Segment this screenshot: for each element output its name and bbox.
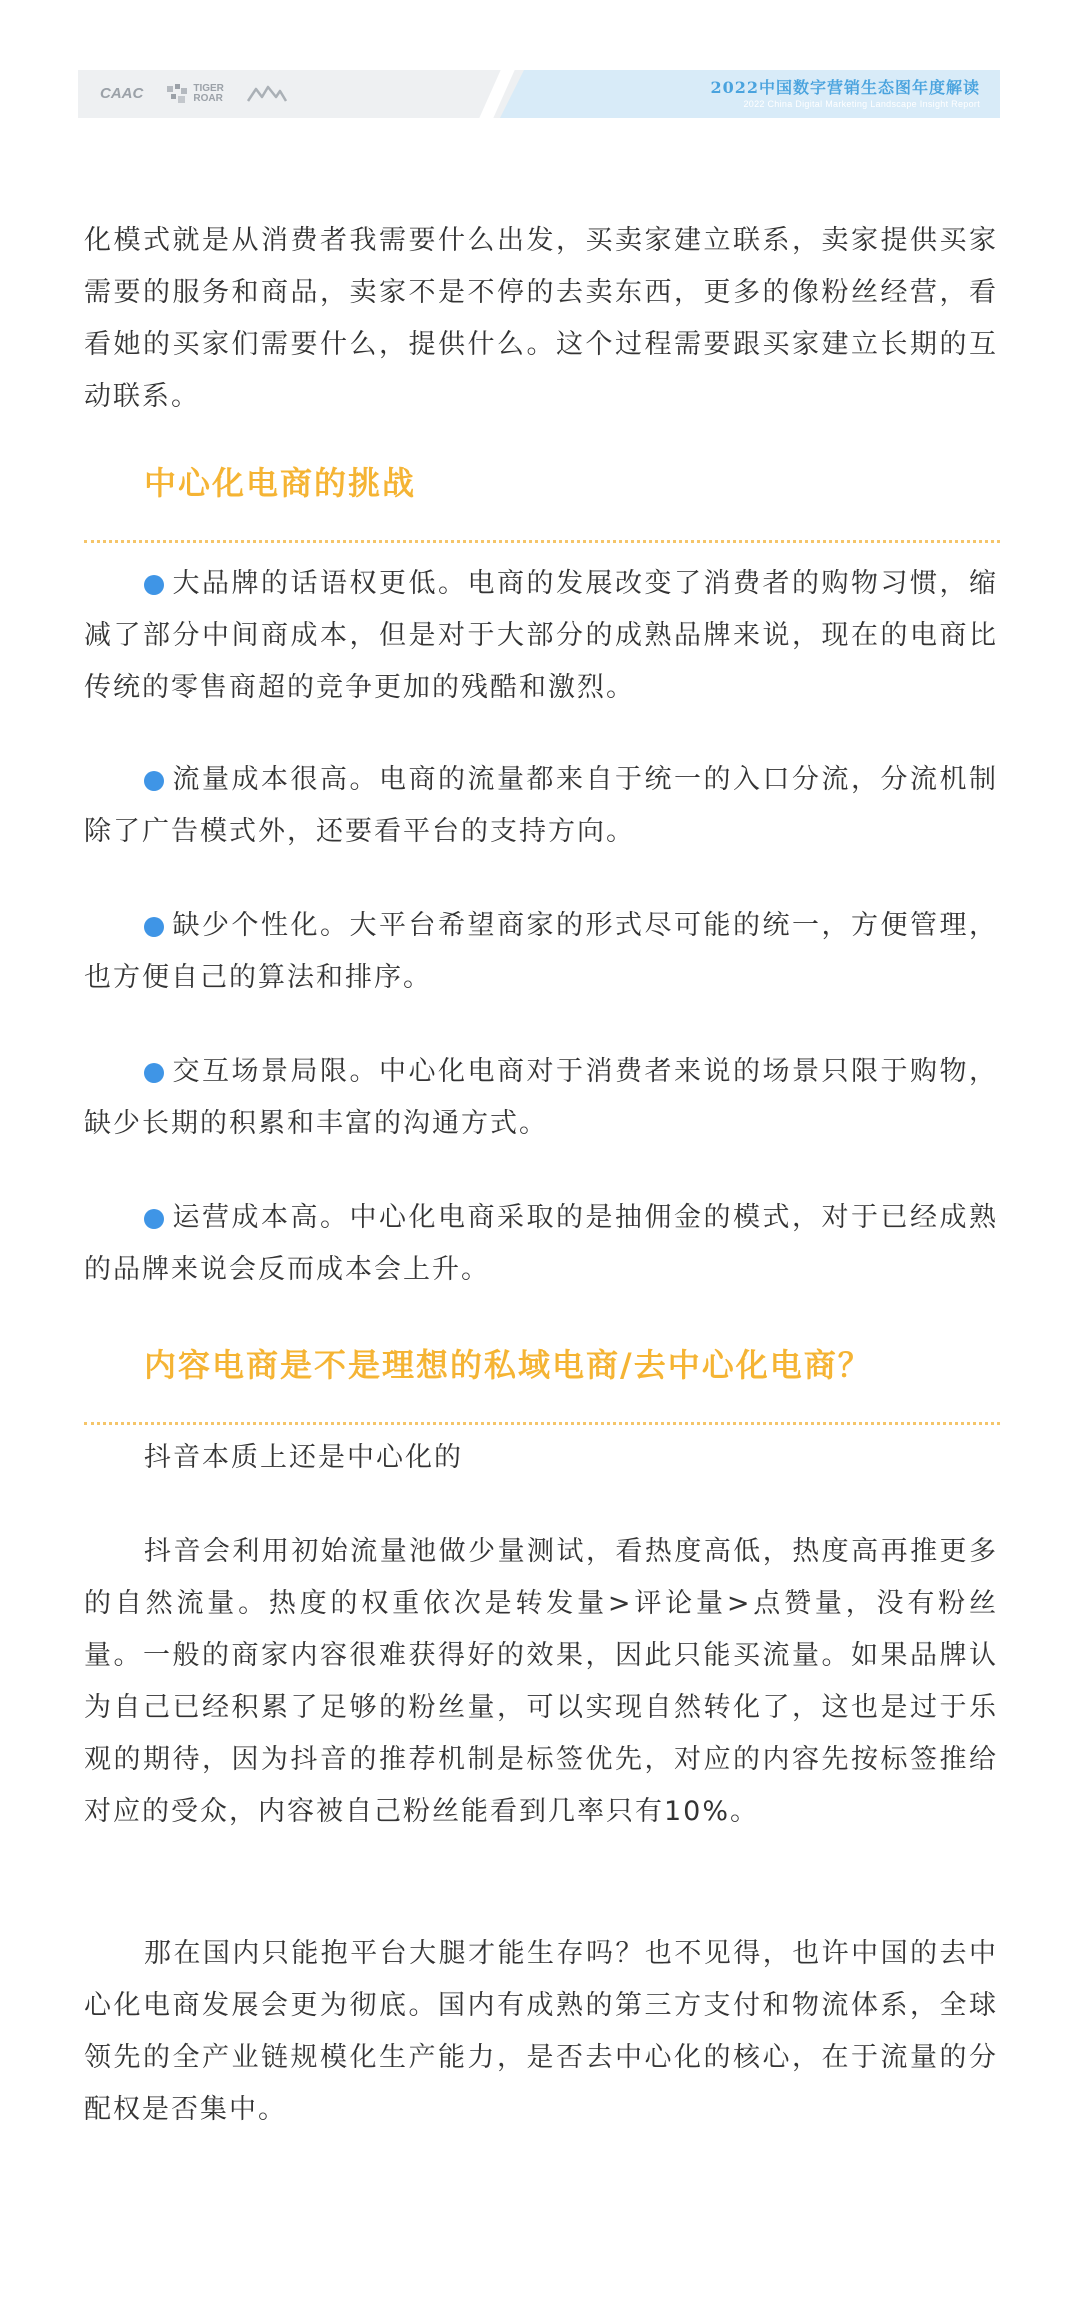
third-partner-logo	[246, 85, 288, 103]
tiger-logo-text: TIGER	[193, 83, 224, 94]
roar-logo-text: ROAR	[193, 93, 223, 104]
bullet-text: 缺少个性化。大平台希望商家的形式尽可能的统一，方便管理，也方便自己的算法和排序。	[84, 910, 998, 993]
bullet-item	[84, 558, 998, 714]
section1-divider	[84, 540, 1000, 543]
section2-paragraph: 那在国内只能抱平台大腿才能生存吗？也不见得，也许中国的去中心化电商发展会更为彻底。国内有成熟的第三方支付和物流体系，全球领先的全产业链规模化生产能力，是否去中心化的核心，在于流量的分配权是否集中。	[84, 1938, 998, 2125]
section2-heading: 内容电商是不是理想的私域电商/去中心化电商？	[144, 1346, 872, 1384]
bullet-text: 流量成本很高。电商的流量都来自于统一的入口分流，分流机制除了广告模式外，还要看平台的支持方向。	[84, 764, 998, 847]
tiger-roar-icon	[165, 82, 189, 106]
report-title-en: 2022 China Digital Marketing Landscape Insight Report	[743, 99, 980, 109]
bullet-text: 运营成本高。中心化电商采取的是抽佣金的模式，对于已经成熟的品牌来说会反而成本会上升。	[84, 1202, 998, 1285]
bullet-dot-icon	[144, 575, 164, 595]
bullet-item	[84, 900, 998, 1004]
report-title	[710, 75, 980, 109]
bullet-dot-icon	[144, 1209, 164, 1229]
section2-paragraph: 抖音本质上还是中心化的	[144, 1442, 463, 1473]
bullet-item	[84, 1192, 998, 1296]
intro-paragraph: 化模式就是从消费者我需要什么出发，买卖家建立联系，卖家提供买家需要的服务和商品，卖家不是不停的去卖东西，更多的像粉丝经营，看看她的买家们需要什么，提供什么。这个过程需要跟买家建立长期的互动联系。	[84, 225, 998, 412]
section1-heading: 中心化电商的挑战	[144, 464, 417, 502]
bullet-text: 交互场景局限。中心化电商对于消费者来说的场景只限于购物，缺少长期的积累和丰富的沟通方式。	[84, 1056, 998, 1139]
partner-logos	[100, 78, 288, 110]
section2-divider	[84, 1422, 1000, 1425]
bullet-dot-icon	[144, 771, 164, 791]
section2-paragraph: 抖音会利用初始流量池做少量测试，看热度高低，热度高再推更多的自然流量。热度的权重依次是转发量>评论量>点赞量，没有粉丝量。一般的商家内容很难获得好的效果，因此只能买流量。如果品牌认为自己已经积累了足够的粉丝量，可以实现自然转化了，这也是过于乐观的期待，因为抖音的推荐机制是标签优先，对应的内容先按标签推给对应的受众，内容被自己粉丝能看到几率只有10%。	[84, 1536, 998, 1827]
bullet-dot-icon	[144, 1063, 164, 1083]
caac-logo	[100, 87, 143, 101]
report-title-cn: 2022中国数字营销生态图年度解读	[710, 78, 980, 97]
header-banner	[78, 70, 1000, 118]
bullet-dot-icon	[144, 917, 164, 937]
mountain-logo-icon	[246, 85, 288, 103]
caac-logo-text: CAAC	[100, 85, 144, 102]
tiger-roar-logo	[165, 82, 224, 106]
bullet-item	[84, 754, 998, 858]
bullet-text: 大品牌的话语权更低。电商的发展改变了消费者的购物习惯，缩减了部分中间商成本，但是对于大部分的成熟品牌来说，现在的电商比传统的零售商超的竞争更加的残酷和激烈。	[84, 568, 998, 703]
bullet-item	[84, 1046, 998, 1150]
